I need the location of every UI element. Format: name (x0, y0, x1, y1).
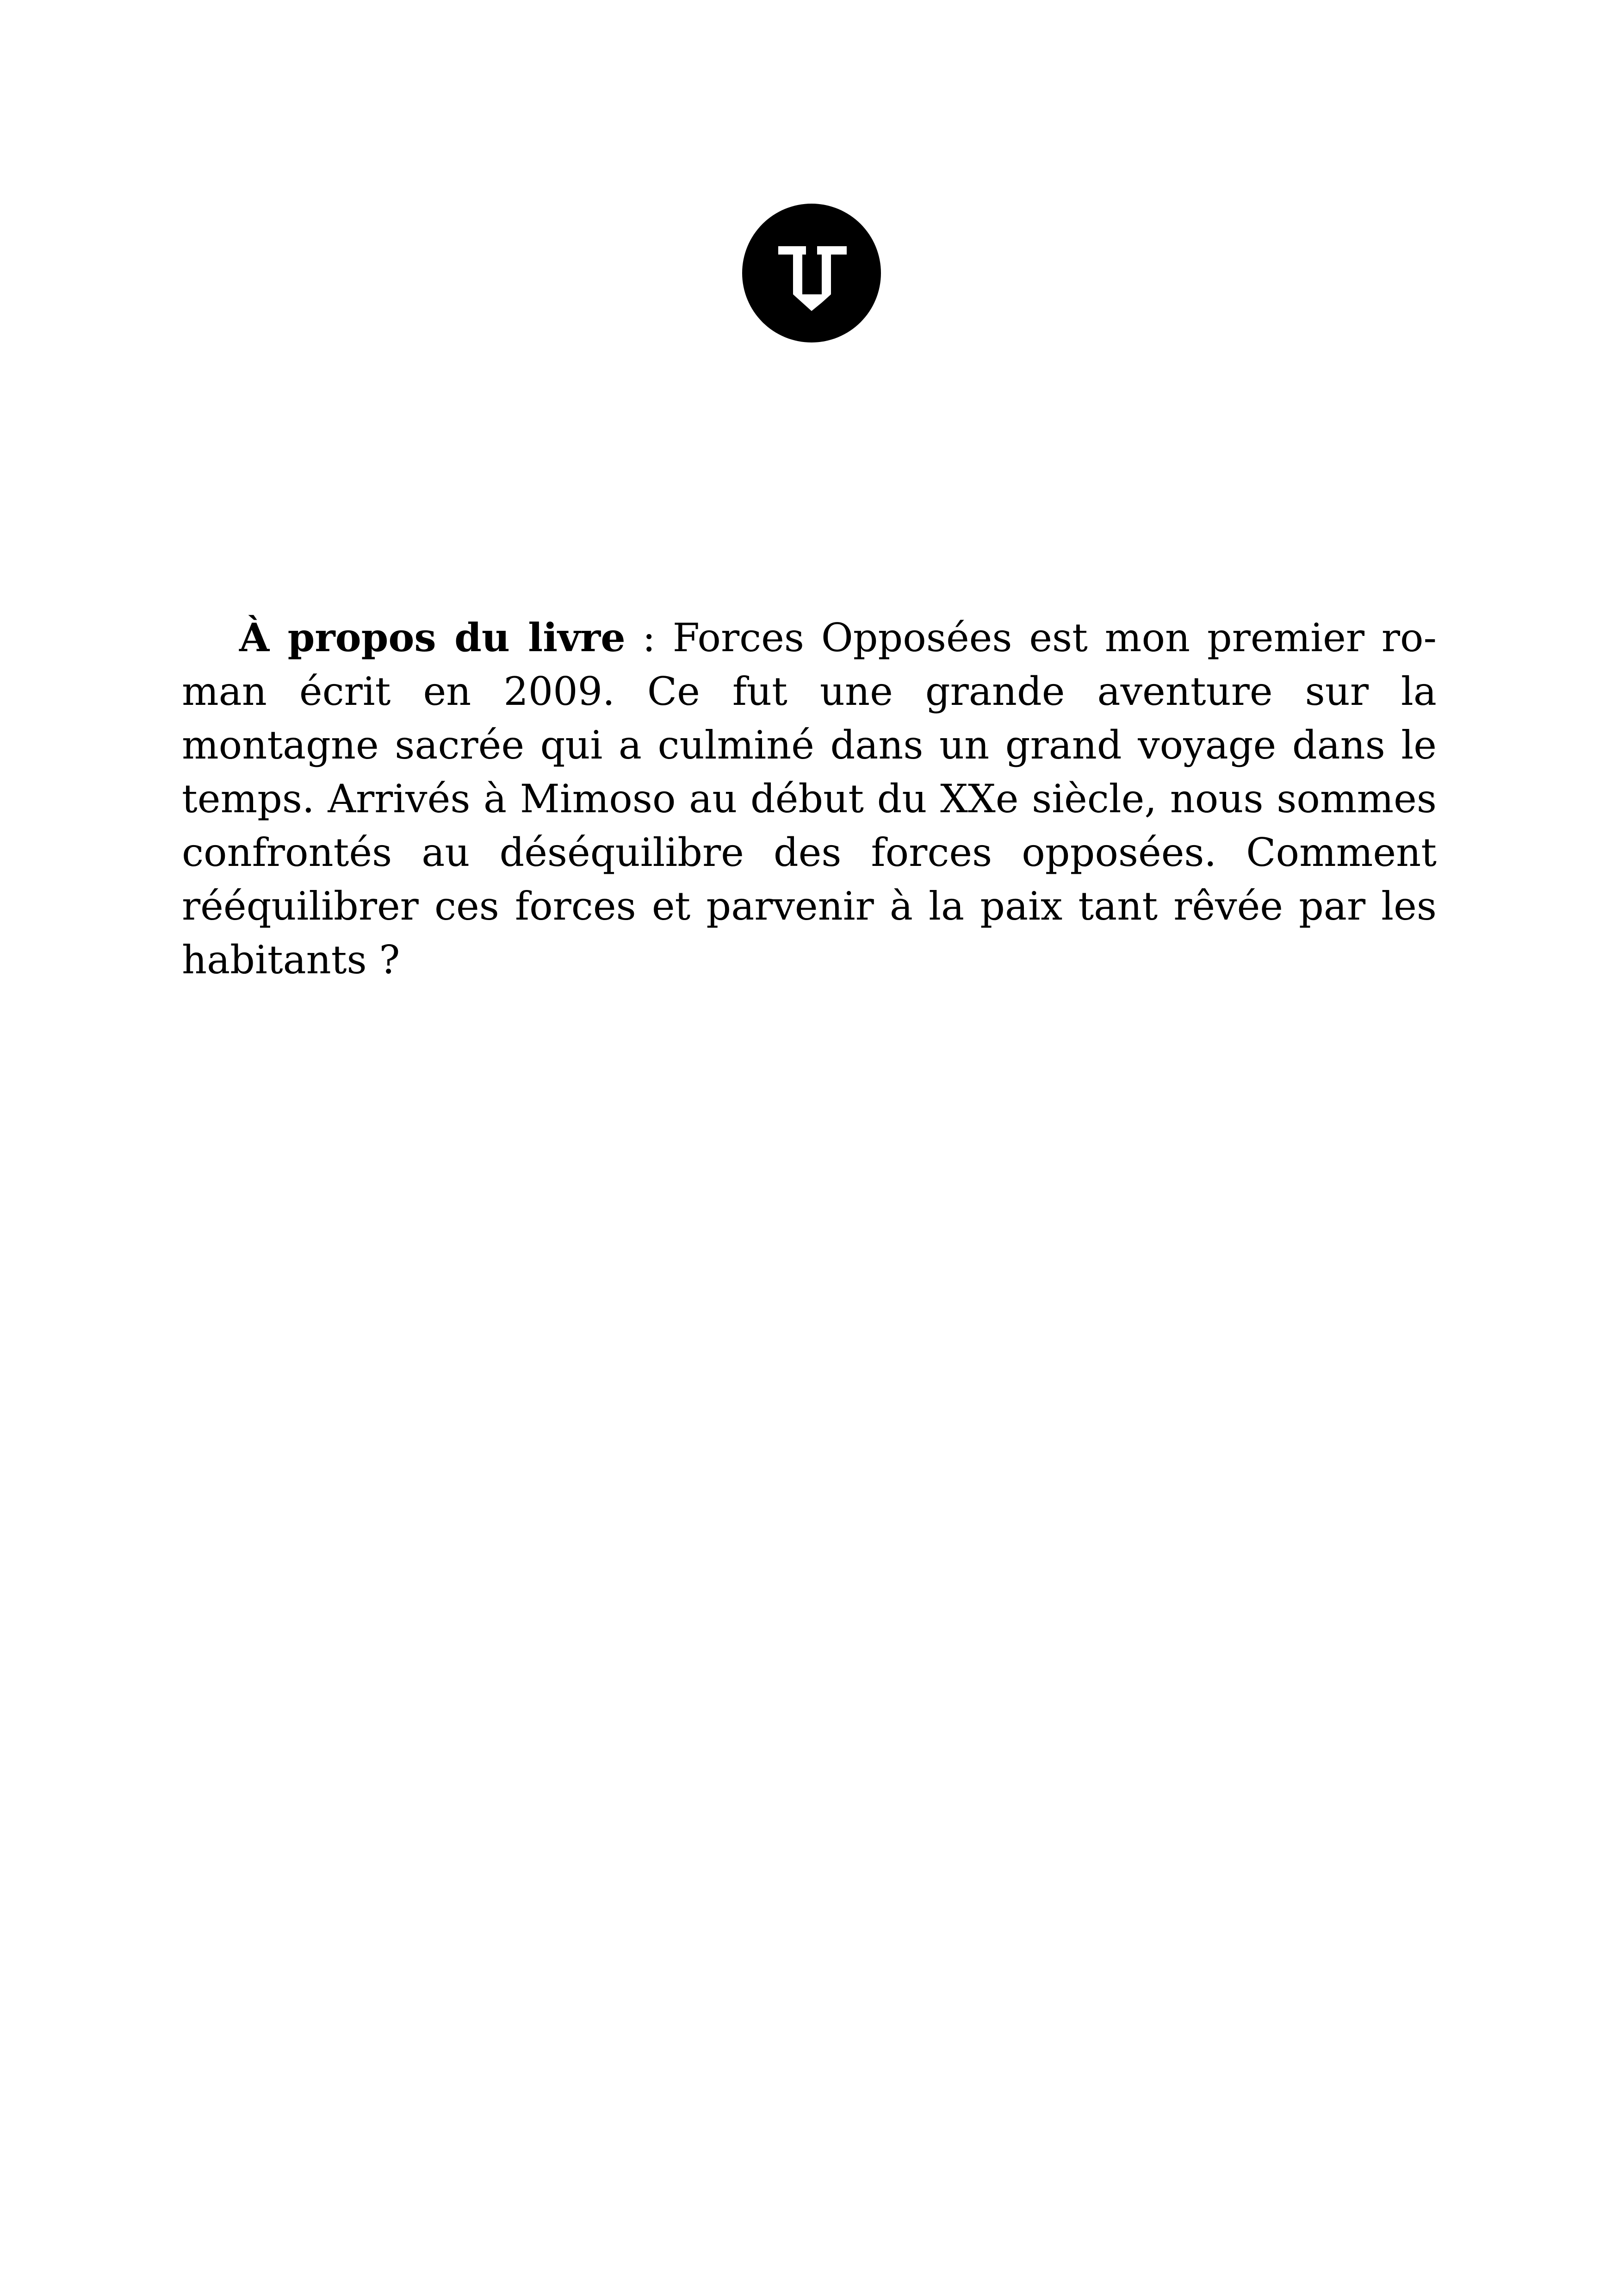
about-book-separator: : (625, 615, 673, 660)
publisher-emblem-icon (742, 204, 881, 342)
about-book-heading: À propos du livre (239, 615, 626, 660)
about-book-text: Forces Opposées est mon premier roman écrit en 2009. Ce fut une grande aventure sur la montagne sacrée qui a culminé dans un grand voyage dans le temps. Arrivés à Mimoso au début du XXe siècle, nous sommes confrontés au déséquilibre des forces opposées. Comment rééquilibrer ces forces et parvenir à la paix tant rêvée par les habitants ? (182, 615, 1437, 983)
about-book-paragraph (182, 611, 1437, 987)
publisher-logo (742, 204, 881, 342)
